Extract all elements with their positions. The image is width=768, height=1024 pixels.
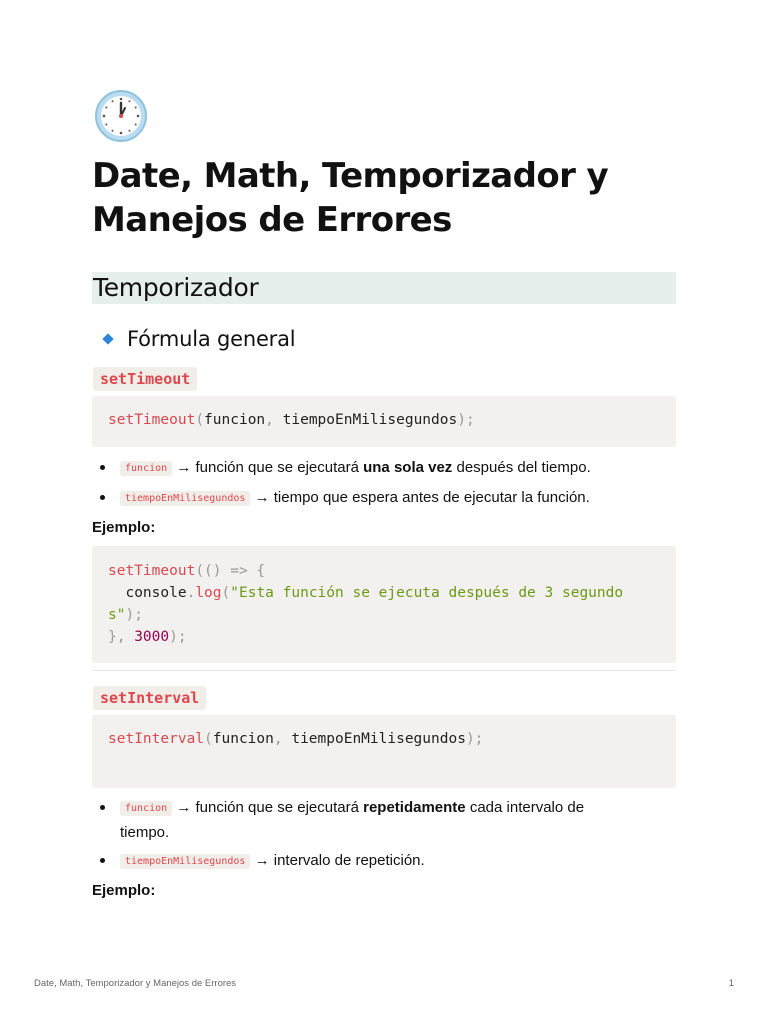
list-item-text: → tiempo que espera antes de ejecutar la función. bbox=[250, 489, 590, 506]
list-item bbox=[100, 456, 660, 481]
code-punct: }, bbox=[108, 629, 135, 645]
list-item bbox=[100, 849, 660, 874]
divider bbox=[92, 670, 676, 671]
subsection-heading bbox=[92, 322, 295, 356]
clock-icon bbox=[94, 89, 148, 143]
page-title-line-1: Date, Math, Temporizador y bbox=[92, 156, 609, 196]
code-arg: funcion bbox=[204, 412, 266, 428]
code-method: log bbox=[195, 585, 222, 601]
bullet-dot bbox=[100, 465, 105, 470]
settimeout-example-code bbox=[92, 546, 676, 663]
code-punct: ); bbox=[169, 629, 187, 645]
code-punct: (() => { bbox=[195, 563, 266, 579]
inline-code: tiempoEnMilisegundos bbox=[120, 854, 250, 869]
code-punct: . bbox=[186, 585, 196, 601]
setinterval-tag: setInterval bbox=[93, 686, 206, 710]
subsection-heading-text: Fórmula general bbox=[127, 327, 296, 351]
settimeout-tag: setTimeout bbox=[93, 367, 197, 391]
code-punct: ); bbox=[465, 731, 484, 747]
list-item-text: → función que se ejecutará bbox=[172, 459, 364, 476]
list-item-text: → función que se ejecutará bbox=[172, 799, 364, 816]
code-punct: , bbox=[273, 731, 292, 747]
bullet-dot bbox=[100, 495, 105, 500]
list-item-bold: una sola vez bbox=[363, 459, 453, 476]
inline-code: funcion bbox=[120, 461, 172, 476]
page-title bbox=[92, 154, 676, 242]
code-arg: tiempoEnMilisegundos bbox=[282, 412, 458, 428]
list-item-text: → intervalo de repetición. bbox=[250, 852, 425, 869]
list-item bbox=[100, 796, 620, 844]
list-item-bold: repetidamente bbox=[363, 799, 466, 816]
blue-diamond-icon bbox=[102, 333, 113, 344]
list-item-text: cada intervalo de tiempo. bbox=[120, 799, 585, 841]
code-punct: , bbox=[265, 412, 283, 428]
code-string: "Esta función se ejecuta después de 3 segundo bbox=[230, 585, 624, 601]
list-item-text: después del tiempo. bbox=[452, 459, 591, 476]
footer-title: Date, Math, Temporizador y Manejos de Errores bbox=[34, 978, 237, 989]
inline-code: tiempoEnMilisegundos bbox=[120, 491, 250, 506]
code-arg: tiempoEnMilisegundos bbox=[291, 731, 466, 747]
bullet-dot bbox=[100, 805, 105, 810]
code-string: s" bbox=[108, 607, 126, 623]
example-label: Ejemplo: bbox=[92, 519, 156, 536]
bullet-dot bbox=[100, 858, 105, 863]
code-punct: ); bbox=[125, 607, 143, 623]
code-fn: setTimeout bbox=[108, 563, 196, 579]
code-punct: ); bbox=[457, 412, 475, 428]
inline-code: funcion bbox=[120, 801, 172, 816]
code-fn: setTimeout bbox=[108, 412, 196, 428]
page-title-line-2: Manejos de Errores bbox=[92, 200, 452, 240]
code-obj: console bbox=[108, 585, 187, 601]
settimeout-formula-code bbox=[92, 396, 676, 447]
setinterval-formula-code bbox=[92, 715, 676, 788]
code-arg: funcion bbox=[212, 731, 274, 747]
list-item bbox=[100, 486, 660, 511]
example-label: Ejemplo: bbox=[92, 882, 156, 899]
code-punct: ( bbox=[195, 412, 205, 428]
code-fn: setInterval bbox=[108, 731, 205, 747]
page-number: 1 bbox=[728, 978, 734, 989]
code-punct: ( bbox=[204, 731, 213, 747]
code-punct: ( bbox=[221, 585, 231, 601]
section-heading bbox=[92, 272, 676, 304]
code-number: 3000 bbox=[134, 629, 170, 645]
section-heading-text: Temporizador bbox=[93, 273, 259, 302]
